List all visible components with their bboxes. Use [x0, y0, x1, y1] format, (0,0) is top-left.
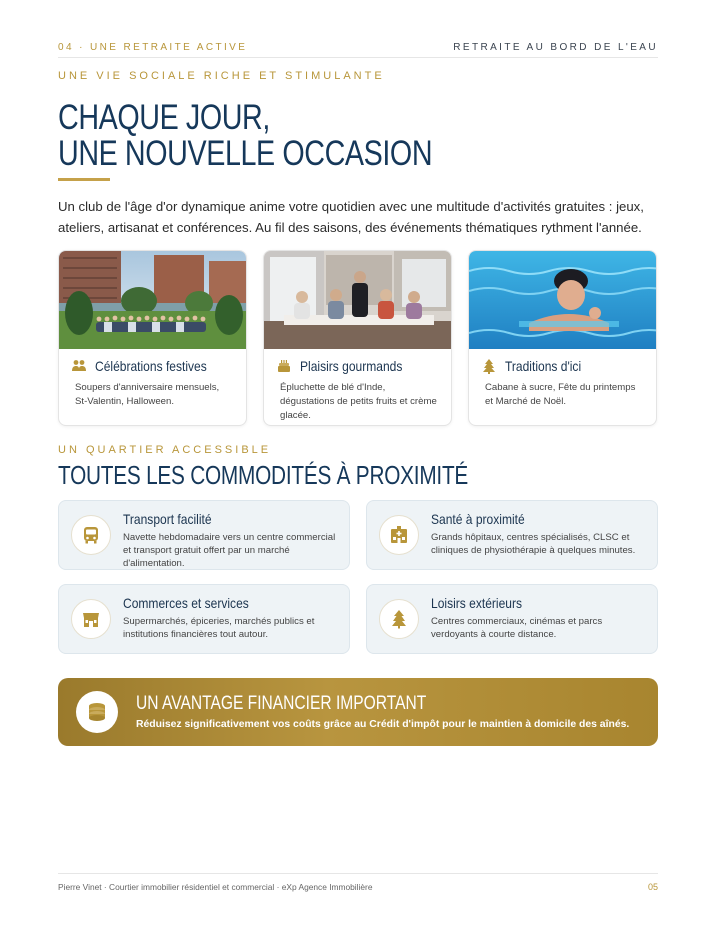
document-title: RETRAITE AU BORD DE L'EAU [453, 42, 658, 53]
tree-icon [481, 358, 497, 374]
amenity-title: Transport facilité [123, 511, 212, 527]
card-title-row [469, 349, 656, 375]
card-title-row [59, 349, 246, 375]
amenity-title: Santé à proximité [431, 511, 525, 527]
activity-cards [58, 250, 658, 426]
financial-banner [58, 678, 658, 746]
dining-photo [264, 251, 451, 349]
amenity-transport [58, 500, 350, 570]
card-title: Traditions d'ici [505, 357, 582, 374]
amenity-leisure [366, 584, 658, 654]
social-kicker: UNE VIE SOCIALE RICHE ET STIMULANTE [58, 70, 385, 82]
banner-icon-badge [76, 691, 118, 733]
banner-text: Réduisez significativement vos coûts grâce au Crédit d'impôt pour le maintien à domicile des aînés. [136, 718, 630, 730]
footer-credit: Pierre Vinet · Courtier immobilier résidentiel et commercial · eXp Agence Immobilière [58, 881, 373, 892]
coins-icon [84, 699, 110, 725]
amenity-shops [58, 584, 350, 654]
intro-paragraph: Un club de l'âge d'or dynamique anime votre quotidien avec une multitude d'activités gratuites : jeux, ateliers, artisanat et conférences. Au fil des saisons, des événements thématiques rythment l'année. [58, 199, 644, 235]
tree-icon [389, 609, 409, 629]
headline-line-1: CHAQUE JOUR, [58, 98, 270, 137]
card-title: Plaisirs gourmands [300, 357, 403, 374]
gold-divider [58, 178, 110, 181]
banner-title: UN AVANTAGE FINANCIER IMPORTANT [136, 692, 427, 714]
activity-card-traditions [468, 250, 657, 426]
amenity-icon-badge [71, 515, 111, 555]
amenity-health [366, 500, 658, 570]
card-title: Célébrations festives [95, 357, 207, 374]
card-title-row [264, 349, 451, 375]
card-text: Soupers d'anniversaire mensuels, St-Valentin, Halloween. [75, 382, 220, 407]
amenity-icon-badge [379, 515, 419, 555]
hospital-icon [389, 525, 409, 545]
activity-card-gourmet [263, 250, 452, 426]
amenity-text: Centres commerciaux, cinémas et parcs verdoyants à courte distance. [431, 616, 603, 640]
pool-photo [469, 251, 656, 349]
people-icon [71, 358, 87, 374]
card-text: Cabane à sucre, Fête du printemps et Marché de Noël. [485, 382, 636, 407]
section-label: 04 · UNE RETRAITE ACTIVE [58, 42, 248, 53]
page-footer [58, 873, 658, 891]
activity-card-celebrations [58, 250, 247, 426]
amenity-text: Navette hebdomadaire vers un centre commercial et transport gratuit offert par un marché d'alimentation. [123, 532, 336, 569]
amenities-grid [58, 500, 658, 654]
store-icon [81, 609, 101, 629]
amenity-text: Grands hôpitaux, centres spécialisés, CLSC et cliniques de physiothérapie à quelques minutes. [431, 532, 636, 556]
top-bar [58, 38, 658, 58]
amenity-text: Supermarchés, épiceries, marchés publics et institutions financières tout autour. [123, 616, 315, 640]
amenity-icon-badge [71, 599, 111, 639]
cake-icon [276, 358, 292, 374]
neighborhood-headline: TOUTES LES COMMODITÉS À PROXIMITÉ [58, 460, 469, 490]
card-text: Épluchette de blé d'Inde, dégustations de petits fruits et crème glacée. [280, 382, 437, 421]
neighborhood-kicker: UN QUARTIER ACCESSIBLE [58, 444, 272, 456]
page-number: 05 [647, 881, 658, 892]
amenity-icon-badge [379, 599, 419, 639]
page-headline [58, 100, 432, 172]
amenity-title: Commerces et services [123, 595, 249, 611]
bus-icon [81, 525, 101, 545]
celebration-photo [59, 251, 246, 349]
headline-line-2: UNE NOUVELLE OCCASION [58, 134, 433, 173]
amenity-title: Loisirs extérieurs [431, 595, 523, 611]
